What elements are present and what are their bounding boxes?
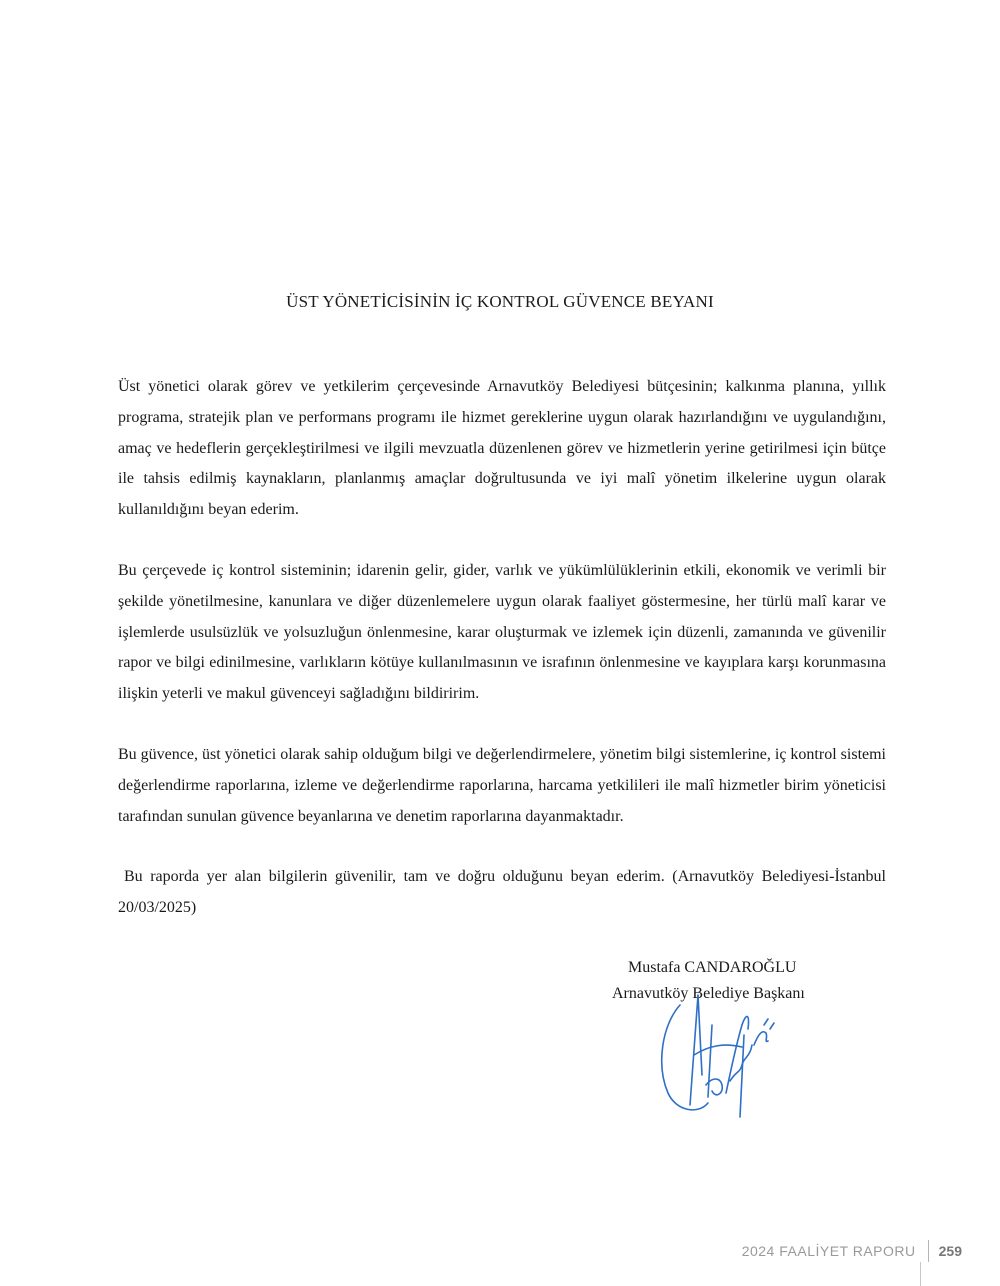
document-title: ÜST YÖNETİCİSİNİN İÇ KONTROL GÜVENCE BEYANI — [286, 292, 714, 311]
footer-edge-line — [920, 1262, 921, 1286]
paragraph-3: Bu güvence, üst yönetici olarak sahip olduğum bilgi ve değerlendirmelere, yönetim bilgi sistemlerine, iç kontrol sistemi değerlendirme raporlarına, izleme ve değerlendirme raporlarına, harcama yetkilileri ile malî hizmetler birim yöneticisi tarafından sunulan güvence beyanlarına ve denetim raporlarına dayanmaktadır. — [118, 745, 886, 825]
footer-divider — [928, 1240, 929, 1262]
paragraph-2: Bu çerçevede iç kontrol sisteminin; idarenin gelir, gider, varlık ve yükümlülüklerinin etkili, ekonomik ve verimli bir şekilde yönetilmesine, kanunlara ve diğer düzenlemelere uygun olarak faaliyet göstermesine, her türlü malî karar ve işlemlerde usulsüzlük ve yolsuzluğun önlenmesine, karar oluşturmak ve izlemek için düzenli, zamanında ve güvenilir rapor ve bilgi edinilmesine, varlıkların kötüye kullanılmasının ve israfının önlenmesine ve kayıplara karşı korunmasına ilişkin yeterli ve makul güvenceyi sağladığını bildiririm. — [118, 561, 886, 703]
handwritten-signature — [650, 985, 790, 1120]
page-number: 259 — [938, 1243, 962, 1259]
document-body — [118, 372, 886, 954]
paragraph-1: Üst yönetici olarak görev ve yetkilerim çerçevesinde Arnavutköy Belediyesi bütçesinin; kalkınma planına, yıllık programa, stratejik plan ve performans programı ile hizmet gereklerine uygun olarak hazırlandığını ve uygulandığını, amaç ve hedeflerin gerçekleştirilmesi ve ilgili mevzuatla düzenlenen görev ve hizmetlerin yerine getirilmesi için bütçe ile tahsis edilmiş kaynakların, planlanmış amaçlar doğrultusunda ve iyi malî yönetim ilkelerine uygun olarak kullanıldığını beyan ederim. — [118, 378, 886, 519]
signatory-role: Arnavutköy Belediye Başkanı — [612, 985, 805, 1002]
paragraph-4: Bu raporda yer alan bilgilerin güvenilir, tam ve doğru olduğunu beyan ederim. (Arnavutköy Belediyesi-İstanbul 20/03/2025) — [118, 868, 886, 917]
page-footer — [742, 1240, 962, 1262]
signatory-name: Mustafa CANDAROĞLU — [628, 959, 797, 976]
footer-report-label: 2024 FAALİYET RAPORU — [741, 1243, 916, 1259]
